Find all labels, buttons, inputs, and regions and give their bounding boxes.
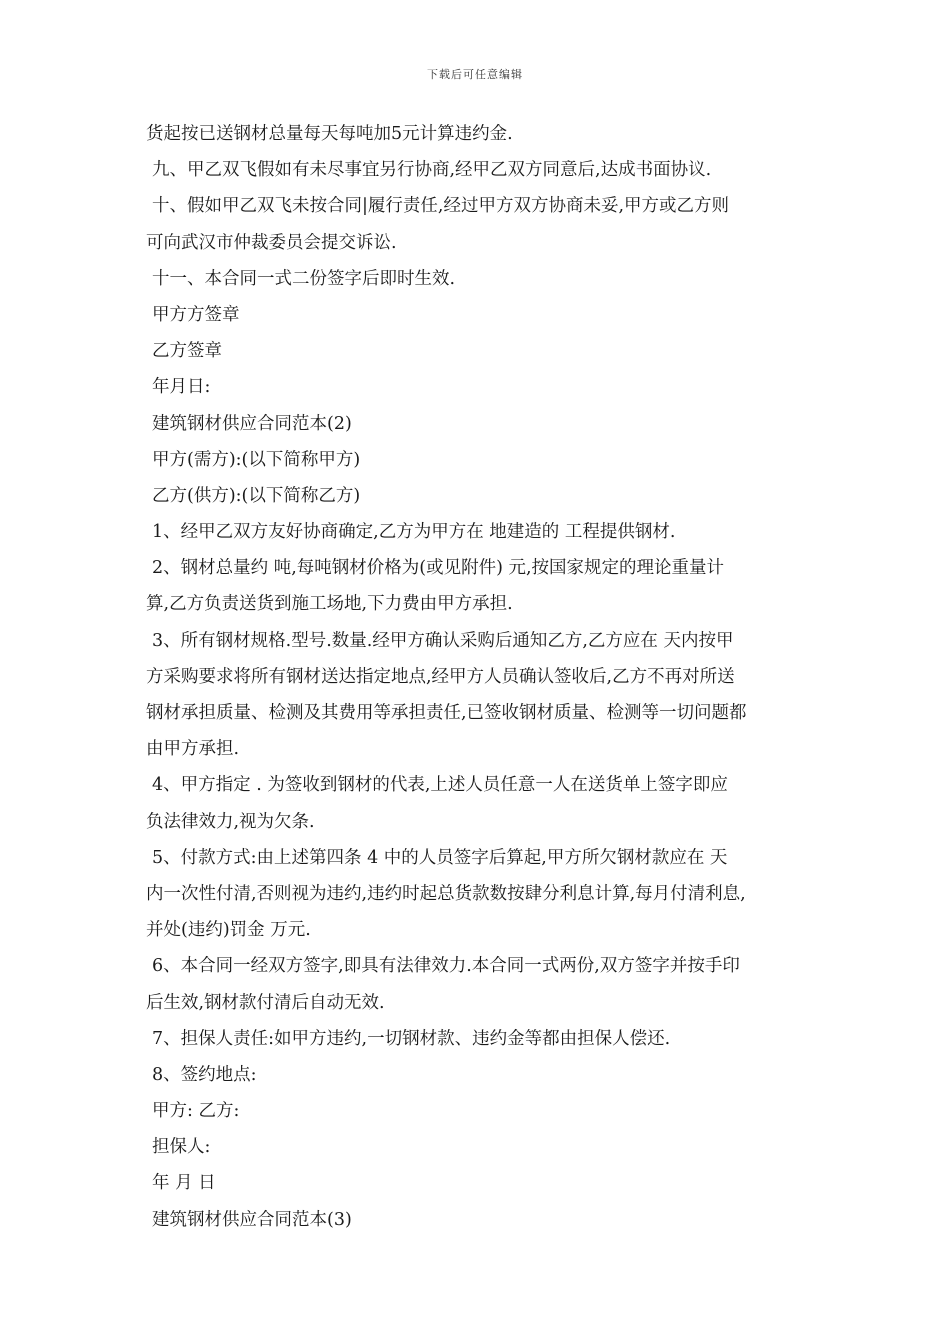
text-line: 负法律效力,视为欠条.: [146, 811, 315, 832]
party-a-line: 甲方(需方):(以下简称甲方): [152, 449, 361, 470]
clause-4: 4、甲方指定 . 为签收到钢材的代表,上述人员任意一人在送货单上签字即应: [152, 775, 728, 796]
clause-3: 3、所有钢材规格.型号.数量.经甲方确认采购后通知乙方,乙方应在 天内按甲: [152, 630, 734, 651]
clause-8: 8、签约地点:: [152, 1064, 257, 1085]
text-line: 可向武汉市仲裁委员会提交诉讼.: [146, 232, 397, 253]
section-title: 建筑钢材供应合同范本(2): [152, 413, 352, 434]
party-b-line: 乙方(供方):(以下简称乙方): [152, 485, 361, 506]
party-b-signature: 乙方签章: [152, 341, 222, 362]
parties-line: 甲方: 乙方:: [152, 1101, 240, 1122]
text-line: 方采购要求将所有钢材送达指定地点,经甲方人员确认签收后,乙方不再对所送: [146, 666, 735, 687]
date-line: 年月日:: [152, 377, 211, 398]
header-note: 下载后可任意编辑: [427, 68, 523, 81]
clause-6: 6、本合同一经双方签字,即具有法律效力.本合同一式两份,双方签字并按手印: [152, 956, 740, 977]
text-line: 并处(违约)罚金 万元.: [146, 920, 311, 941]
text-line: 货起按已送钢材总量每天每吨加5元计算违约金.: [146, 124, 513, 144]
clause-11: 十一、本合同一式二份签字后即时生效.: [152, 268, 456, 289]
text-line: 算,乙方负责送货到施工场地,下力费由甲方承担.: [146, 594, 513, 615]
clause-2: 2、钢材总量约 吨,每吨钢材价格为(或见附件) 元,按国家规定的理论重量计: [152, 558, 725, 579]
text-line: 由甲方承担.: [146, 739, 240, 760]
section-title: 建筑钢材供应合同范本(3): [152, 1209, 352, 1230]
clause-9: 九、甲乙双飞假如有未尽事宜另行协商,经甲乙双方同意后,达成书面协议.: [152, 160, 712, 181]
text-line: 钢材承担质量、检测及其费用等承担责任,已签收钢材质量、检测等一切问题都: [146, 703, 747, 723]
clause-7: 7、担保人责任:如甲方违约,一切钢材款、违约金等都由担保人偿还.: [152, 1028, 671, 1049]
clause-10: 十、假如甲乙双飞未按合同|履行责任,经过甲方双方协商未妥,甲方或乙方则: [152, 196, 730, 217]
clause-5: 5、付款方式:由上述第四条 4 中的人员签字后算起,甲方所欠钢材款应在 天: [152, 847, 728, 868]
text-line: 内一次性付清,否则视为违约,违约时起总货款数按肆分利息计算,每月付清利息,: [146, 883, 746, 904]
clause-1: 1、经甲乙双方友好协商确定,乙方为甲方在 地建造的 工程提供钢材.: [152, 522, 676, 543]
party-a-signature: 甲方方签章: [152, 304, 240, 325]
date-line: 年 月 日: [152, 1173, 216, 1194]
guarantor-line: 担保人:: [152, 1137, 211, 1158]
text-line: 后生效,钢材款付清后自动无效.: [146, 992, 385, 1013]
contract-body: [146, 116, 811, 1238]
